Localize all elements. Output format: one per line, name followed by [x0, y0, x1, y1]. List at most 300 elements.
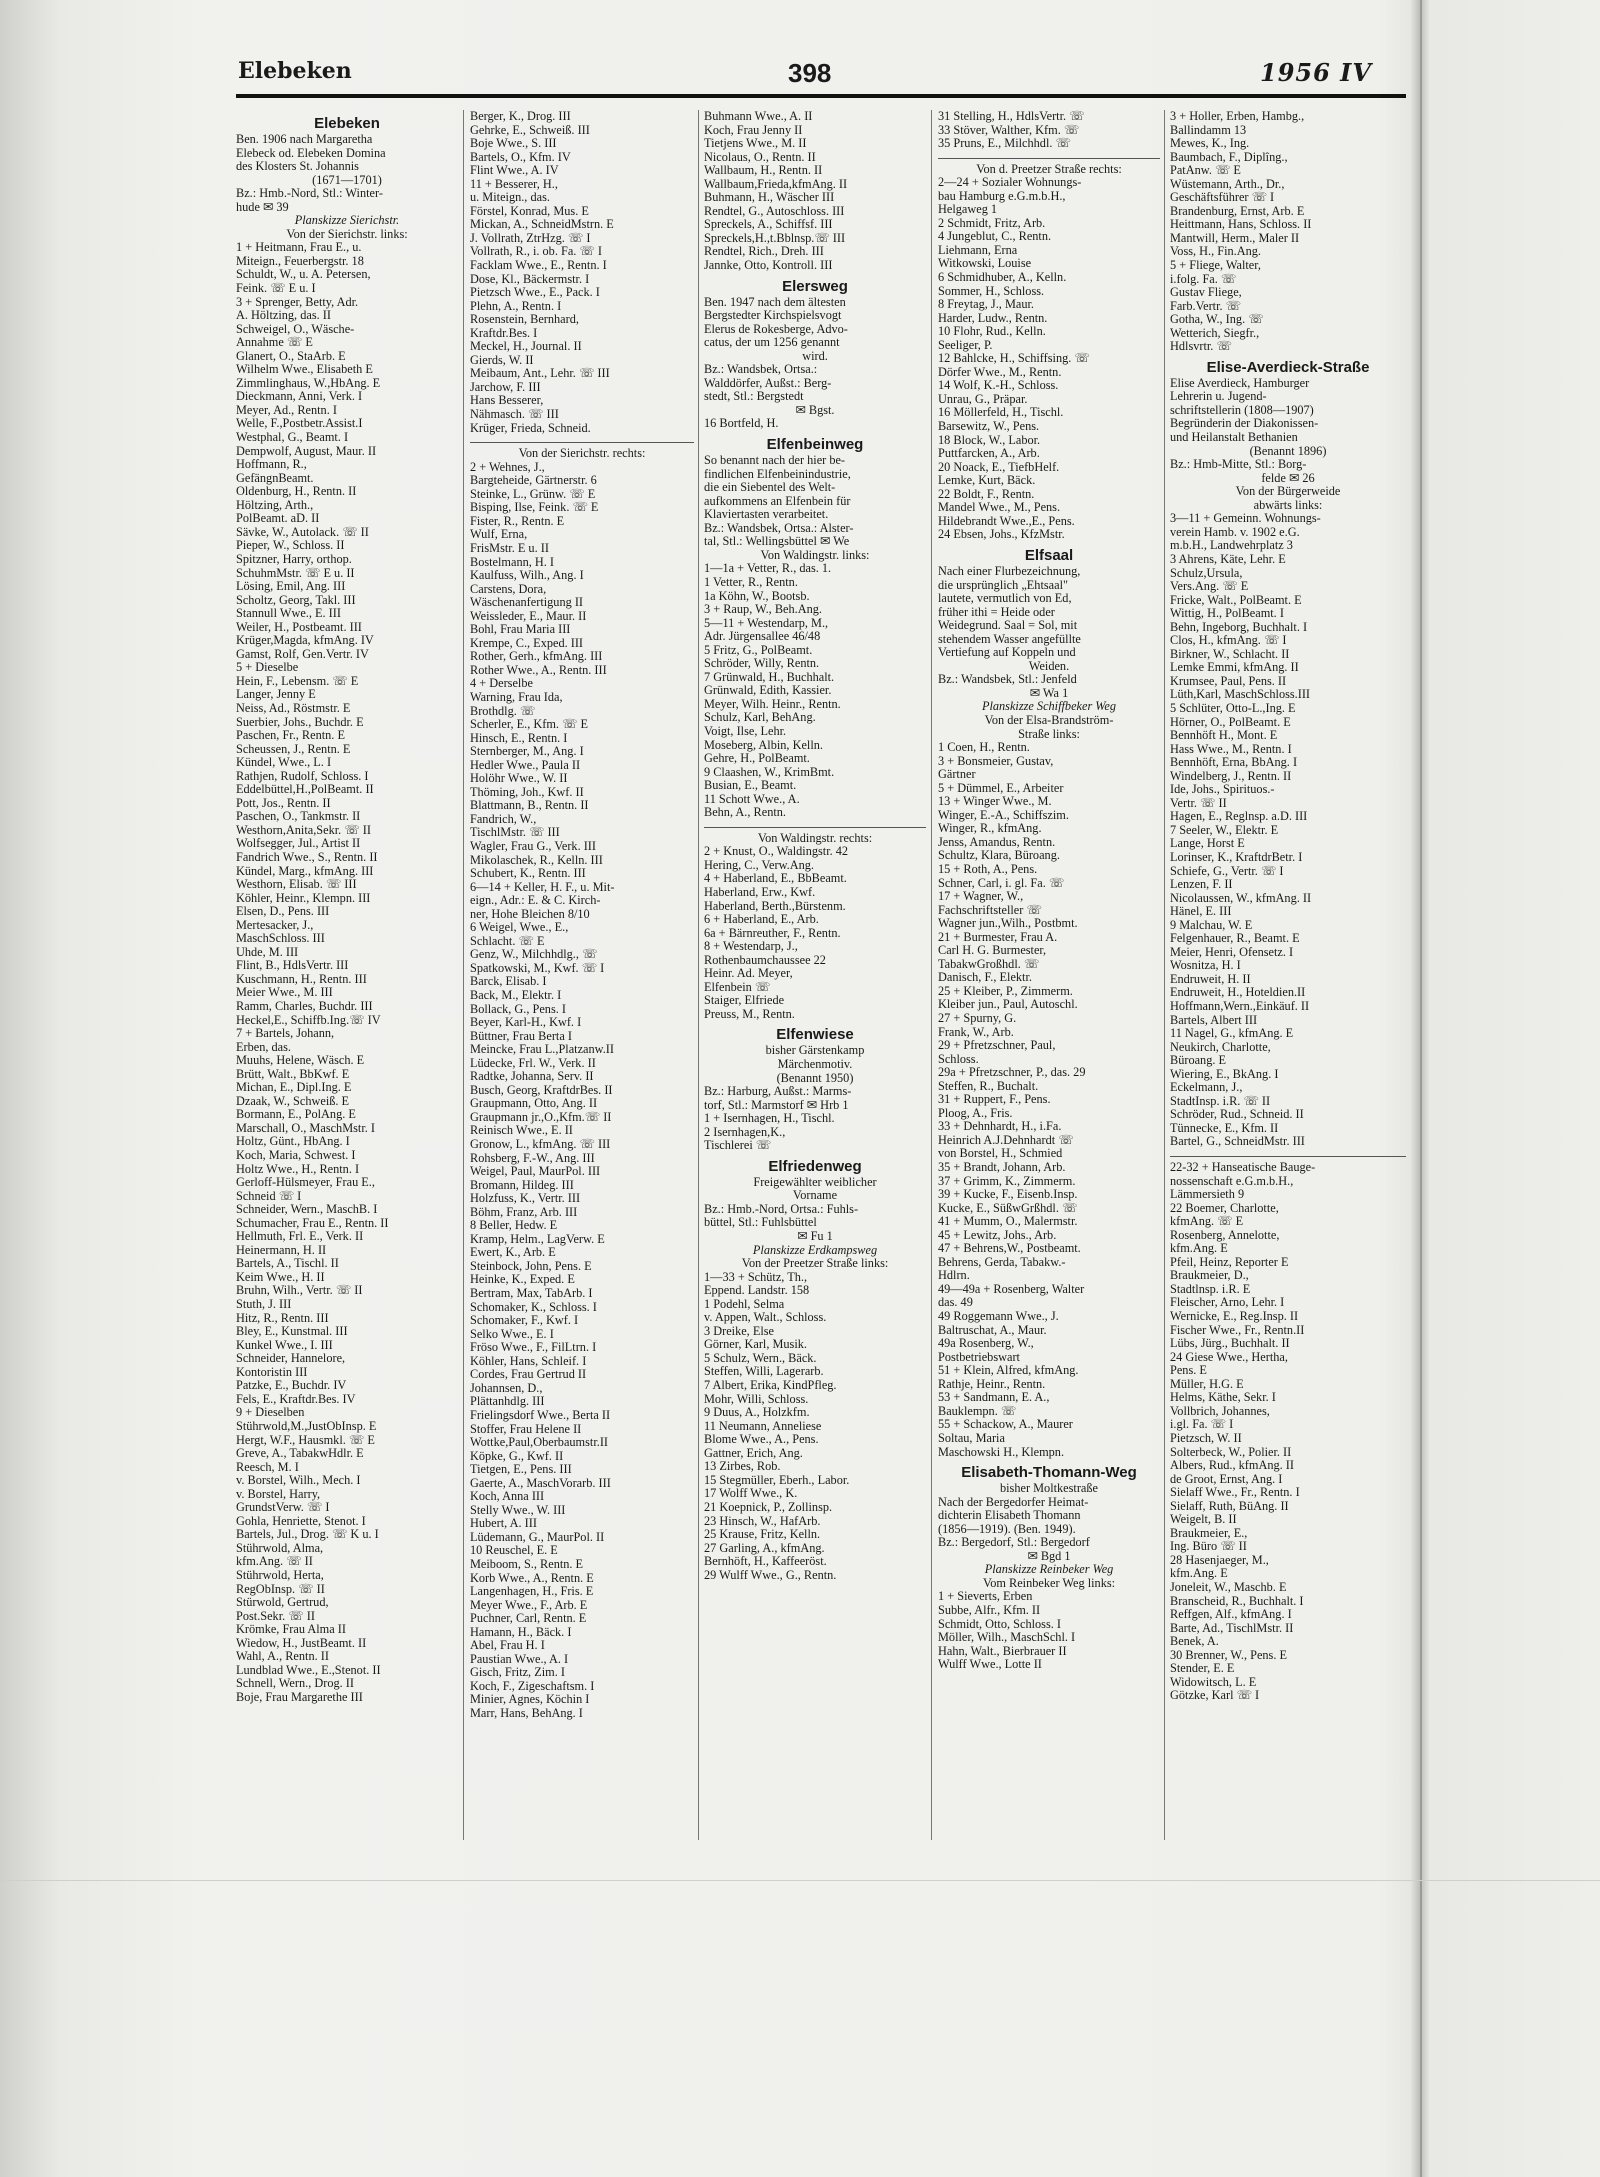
directory-line: Vers.Ang. ☏ E	[1170, 580, 1249, 594]
directory-line: v. Borstel, Wilh., Mech. I	[236, 1474, 361, 1488]
directory-line: Rendtel, G., Autoschloss. III	[704, 204, 845, 218]
directory-line: Nach der Bergedorfer Heimat-	[938, 1495, 1089, 1509]
directory-line: Fandrich Wwe., S., Rentn. II	[236, 850, 378, 864]
directory-line: Korb Wwe., A., Rentn. E	[470, 1571, 594, 1585]
column-2	[470, 110, 694, 1840]
directory-line: Schultz, Klara, Büroang.	[938, 849, 1060, 863]
directory-line: 27 Garling, A., kfmAng.	[704, 1541, 825, 1555]
directory-line: Witkowski, Louise	[938, 257, 1032, 271]
directory-line: Bz.: Harburg, Außst.: Marms-	[704, 1085, 852, 1099]
directory-line: v. Appen, Walt., Schloss.	[704, 1311, 827, 1325]
directory-line: Unrau, G., Präpar.	[938, 392, 1028, 406]
directory-line: Meibaum, Ant., Lehr. ☏ III	[470, 367, 610, 381]
directory-line: StadtInsp. i.R. ☏ II	[1170, 1094, 1271, 1108]
directory-line: Moseberg, Albin, Kelln.	[704, 738, 823, 752]
directory-line: Reesch, M. I	[236, 1460, 299, 1474]
directory-line: Heinr. Ad. Meyer,	[704, 967, 793, 981]
directory-line: Schner, Carl, i. gl. Fa. ☏	[938, 876, 1065, 890]
directory-line: Marr, Hans, BehAng. I	[470, 1706, 583, 1720]
directory-line: Gohla, Henriette, Stenot. I	[236, 1514, 366, 1528]
directory-line: Lehrerin u. Jugend-	[1170, 390, 1267, 404]
directory-line: i.folg. Fa. ☏	[1170, 272, 1237, 286]
directory-line: 2 + Knust, O., Waldingstr. 42	[704, 845, 849, 859]
directory-line: Meincke, Frau L.,Platzanw.II	[470, 1043, 614, 1057]
directory-line: Stuth, J. III	[236, 1298, 292, 1312]
directory-line: bisher Moltkestraße	[999, 1482, 1098, 1496]
directory-line: Ing. Büro ☏ II	[1170, 1540, 1247, 1554]
directory-line: Joneleit, W., Maschb. E	[1170, 1580, 1287, 1594]
directory-line: Bisping, Ilse, Feink. ☏ E	[470, 501, 599, 515]
directory-line: Vertr. ☏ II	[1170, 796, 1227, 810]
directory-line: hude ✉ 39	[236, 200, 289, 214]
directory-line: Vorname	[792, 1189, 838, 1203]
directory-line: Benek, A.	[1170, 1635, 1219, 1649]
directory-line: Helms, Käthe, Sekr. I	[1170, 1391, 1276, 1405]
column-5	[1170, 110, 1406, 1840]
directory-line: Wallbaum, H., Rentn. II	[704, 164, 823, 178]
directory-line: Bromann, Hildeg. III	[470, 1178, 574, 1192]
directory-line: Vollrath, R., i. ob. Fa. ☏ I	[470, 245, 602, 259]
directory-line: kfm.Ang. E	[1170, 1242, 1228, 1256]
directory-line: 45 + Lewitz, Johs., Arb.	[938, 1228, 1057, 1242]
directory-line: 13 Zirbes, Rob.	[704, 1460, 781, 1474]
directory-line: Hdlsvrtr. ☏	[1170, 340, 1232, 354]
directory-line: 1—33 + Schütz, Th.,	[704, 1270, 808, 1284]
directory-line: 20 Noack, E., TiefbHelf.	[938, 460, 1060, 474]
directory-line: Windelberg, J., Rentn. II	[1170, 769, 1292, 783]
directory-line: Graupmann, Otto, Ang. II	[470, 1097, 598, 1111]
directory-line: Eckelmann, J.,	[1170, 1081, 1243, 1095]
directory-line: Hergt, W.F., Hausmkl. ☏ E	[236, 1433, 375, 1447]
directory-line: Dzaak, W., Schweiß. E	[236, 1094, 350, 1108]
directory-line: 3 Ahrens, Käte, Lehr. E	[1170, 552, 1286, 566]
directory-line: Straße links:	[1018, 727, 1080, 741]
directory-line: Hering, C., Verw.Ang.	[704, 858, 814, 872]
directory-line: Hoffmann, R.,	[236, 458, 307, 472]
directory-line: Schomaker, K., Schloss. I	[470, 1300, 597, 1314]
directory-line: Graupmann jr.,O.,Kfm.☏ II	[470, 1110, 612, 1124]
directory-line: Lemke Emmi, kfmAng. II	[1170, 661, 1299, 675]
directory-page	[236, 52, 1416, 1842]
directory-line: Von der Bürgerweide	[1235, 485, 1341, 499]
directory-line: Hildebrandt Wwe.,E., Pens.	[938, 514, 1075, 528]
directory-line: Gattner, Erich, Ang.	[704, 1446, 803, 1460]
directory-line: Endruweit, H., Hoteldien.II	[1170, 986, 1306, 1000]
directory-line: Farb.Vertr. ☏	[1170, 299, 1242, 313]
directory-line: 7 + Bartels, Johann,	[236, 1027, 335, 1041]
directory-line: Heckel,E., Schiffb.Ing.☏ IV	[236, 1013, 381, 1027]
directory-line: Stoffer, Frau Helene II	[470, 1422, 582, 1436]
directory-line: Pfeil, Heinz, Reporter E	[1170, 1255, 1289, 1269]
directory-line: Behn, A., Rentn.	[704, 806, 786, 820]
directory-line: Schuldt, W., u. A. Petersen,	[236, 268, 371, 282]
directory-line: Vom Reinbeker Weg links:	[982, 1576, 1116, 1590]
directory-line: Vertiefung auf Koppeln und	[938, 646, 1076, 660]
book-binding-gutter	[1420, 0, 1422, 2177]
directory-line: Glanert, O., StaArb. E	[236, 349, 346, 363]
directory-line: 25 Krause, Fritz, Kelln.	[704, 1528, 821, 1542]
section-rule	[704, 820, 926, 828]
directory-line: Boje Wwe., S. III	[470, 137, 557, 151]
directory-line: 6 Weigel, Wwe., E.,	[470, 921, 569, 935]
directory-line: 5 Fritz, G., PolBeamt.	[704, 643, 813, 657]
directory-line: Selko Wwe., E. I	[470, 1327, 554, 1341]
directory-line: Meyer, Wilh. Heinr., Rentn.	[704, 697, 841, 711]
directory-line: 27 + Spurny, G.	[938, 1012, 1017, 1025]
directory-line: kfm.Ang. E	[1170, 1567, 1228, 1581]
directory-line: Kramp, Helm., LagVerw. E	[470, 1232, 605, 1246]
directory-line: nossenschaft e.G.m.b.H.,	[1170, 1174, 1294, 1188]
directory-line: Stührwold,M.,JustObInsp. E	[236, 1419, 377, 1433]
directory-line: Gotha, W., Ing. ☏	[1170, 313, 1264, 327]
directory-line: Elerus de Rokesberge, Advo-	[704, 322, 848, 336]
directory-line: das. 49	[938, 1296, 973, 1310]
directory-line: 21 Koepnick, P., Zollinsp.	[704, 1500, 833, 1514]
directory-line: 4 + Derselbe	[470, 677, 533, 691]
directory-line: Nach einer Flurbezeichnung,	[938, 564, 1081, 578]
directory-line: Bley, E., Kunstmal. III	[236, 1325, 348, 1339]
directory-line: 28 Hasenjaeger, M.,	[1170, 1553, 1269, 1567]
directory-line: Genz, W., Milchhdlg., ☏	[470, 948, 598, 962]
directory-line: ner, Hohe Bleichen 8/10	[470, 907, 590, 921]
directory-line: Schneid ☏ I	[236, 1189, 302, 1203]
directory-line: 35 Pruns, E., Milchhdl. ☏	[938, 137, 1071, 151]
directory-line: Steffen, R., Buchalt.	[938, 1079, 1039, 1093]
directory-line: A. Höltzing, das. II	[236, 309, 331, 323]
directory-line: Puchner, Carl, Rentn. E	[470, 1612, 587, 1626]
directory-line: 7 Grünwald, H., Buchhalt.	[704, 670, 835, 684]
directory-line: Beyer, Karl-H., Kwf. I	[470, 1016, 582, 1030]
directory-line: Meyer, Ad., Rentn. I	[236, 403, 337, 417]
directory-line: Krempe, C., Exped. III	[470, 636, 584, 650]
directory-line: Märchenmotiv.	[777, 1058, 853, 1071]
directory-line: Bollack, G., Pens. I	[470, 1002, 566, 1016]
directory-line: Albers, Rud., kfmAng. II	[1170, 1459, 1294, 1473]
directory-line: Plättanhdlg. III	[470, 1395, 545, 1409]
directory-line: Fels, E., Kraftdr.Bes. IV	[236, 1392, 356, 1406]
directory-line: 17 Wolff Wwe., K.	[704, 1487, 798, 1501]
directory-line: Tietgen, E., Pens. III	[470, 1463, 572, 1477]
directory-line: 2 + Wehnes, J.,	[470, 460, 545, 474]
directory-line: Warning, Frau Ida,	[470, 690, 563, 704]
directory-line: Thöming, Joh., Kwf. II	[470, 785, 584, 799]
directory-line: Rohsberg, F.-W., Ang. III	[470, 1151, 595, 1165]
directory-line: Frielingsdorf Wwe., Berta II	[470, 1408, 611, 1422]
directory-line: des Klosters St. Johannis	[236, 160, 359, 174]
directory-line: torf, Stl.: Marmstorf ✉ Hrb 1	[704, 1098, 849, 1112]
directory-line: Facklam Wwe., E., Rentn. I	[470, 259, 607, 273]
directory-line: Stürwold, Gertrud,	[236, 1596, 329, 1610]
directory-line: (1671—1701)	[312, 173, 382, 187]
directory-line: Holtz Wwe., H., Rentn. I	[236, 1162, 360, 1176]
directory-line: Jarchow, F. III	[470, 380, 541, 394]
directory-line: Preuss, M., Rentn.	[704, 1007, 795, 1021]
column-divider	[931, 110, 932, 1840]
directory-line: Buhmann, H., Wäscher III	[704, 191, 835, 205]
directory-line: Scholtz, Georg, Takl. III	[236, 593, 356, 607]
directory-line: Bz.: Wandsbek, Ortsa.: Alster-	[704, 521, 854, 535]
directory-line: 23 Hinsch, W., HafArb.	[704, 1514, 821, 1528]
directory-line: Krüger, Frieda, Schneid.	[470, 421, 591, 435]
directory-line: 15 Stegmüller, Eberh., Labor.	[704, 1473, 850, 1487]
directory-line: schriftstellerin (1808—1907)	[1170, 403, 1314, 417]
directory-line: (Benannt 1950)	[776, 1071, 854, 1085]
street-heading: Elebeken	[314, 115, 380, 132]
directory-line: Rathje, Heinr., Rentn.	[938, 1377, 1046, 1391]
directory-line: Rendtel, Rich., Dreh. III	[704, 245, 824, 259]
directory-line: Gerloff-Hülsmeyer, Frau E.,	[236, 1176, 375, 1190]
directory-line: Subbe, Alfr., Kfm. II	[938, 1603, 1041, 1617]
directory-line: Seeliger, P.	[938, 338, 993, 352]
directory-line: Johannsen, D.,	[470, 1381, 543, 1395]
directory-line: Flint Wwe., A. IV	[470, 164, 559, 178]
directory-line: Eddelbüttel,H.,PolBeamt. II	[236, 783, 374, 797]
directory-line: 11 + Besserer, H.,	[470, 177, 558, 191]
directory-line: Rosenberg, Annelotte,	[1170, 1228, 1280, 1242]
directory-line: Koch, Maria, Schwest. I	[236, 1149, 356, 1163]
directory-line: 6—14 + Keller, H. F., u. Mit-	[470, 880, 615, 894]
directory-line: Soltau, Maria	[938, 1431, 1005, 1445]
directory-line: 33 Stöver, Walther, Kfm. ☏	[938, 123, 1080, 137]
directory-line: 9 + Dieselben	[236, 1406, 305, 1420]
directory-line: Minier, Agnes, Köchin I	[470, 1693, 590, 1707]
directory-line: 14 Wolf, K.-H., Schloss.	[938, 379, 1059, 393]
directory-line: Weiden.	[1028, 659, 1070, 673]
directory-line: Hass Wwe., M., Rentn. I	[1170, 742, 1292, 756]
directory-line: Plehn, A., Rentn. I	[470, 299, 562, 313]
directory-line: Grünwald, Edith, Kassier.	[704, 684, 832, 698]
directory-line: Gisch, Fritz, Zim. I	[470, 1666, 565, 1680]
directory-line: Bartels, Jul., Drog. ☏ K u. I	[236, 1528, 379, 1542]
directory-line: Adr. Jürgensallee 46/48	[704, 630, 821, 644]
directory-line: 8 Freytag, J., Maur.	[938, 298, 1034, 312]
directory-line: J. Vollrath, ZtrHzg. ☏ I	[470, 231, 591, 245]
directory-line: Stührwold, Herta,	[236, 1568, 324, 1582]
directory-line: Braukmeier, D.,	[1170, 1269, 1249, 1283]
directory-line: Wulf, Erna,	[470, 528, 528, 542]
directory-line: 8 Beller, Hedw. E	[470, 1219, 558, 1233]
directory-line: 1 Podehl, Selma	[704, 1297, 785, 1311]
directory-line: Langer, Jenny E	[236, 688, 316, 702]
directory-line: Bz.: Hmb.-Nord, Ortsa.: Fuhls-	[704, 1202, 859, 1216]
directory-line: Wahl, A., Rentn. II	[236, 1650, 329, 1664]
directory-line: 5—11 + Westendarp, M.,	[704, 616, 829, 630]
directory-line: Mewes, K., Ing.	[1170, 137, 1250, 151]
directory-line: Schubert, K., Rentn. III	[470, 867, 586, 881]
directory-line: Haberland, Berth.,Bürstenm.	[704, 899, 846, 913]
directory-line: 10 Flohr, Rud., Kelln.	[938, 325, 1046, 339]
directory-line: Elfenbein ☏	[704, 980, 771, 994]
directory-line: 39 + Kucke, F., Eisenb.Insp.	[938, 1188, 1078, 1202]
directory-line: Lundblad Wwe., E.,Stenot. II	[236, 1663, 381, 1677]
directory-line: Gärtner	[938, 768, 976, 782]
directory-line: 1 + Sieverts, Erben	[938, 1590, 1033, 1604]
directory-line: 5 + Fliege, Walter,	[1170, 259, 1261, 273]
directory-line: TischlMstr. ☏ III	[470, 826, 560, 840]
directory-line: Nicolaus, O., Rentn. II	[704, 150, 816, 164]
directory-line: Lübs, Jürg., Buchhalt. II	[1170, 1337, 1290, 1351]
directory-line: catus, der um 1256 genannt	[704, 336, 840, 350]
directory-line: Koch, F., Zigeschaftsm. I	[470, 1679, 595, 1693]
directory-line: Höltzing, Arth.,	[236, 498, 314, 512]
directory-line: 5 Schulz, Wern., Bäck.	[704, 1351, 817, 1365]
directory-line: Fachschriftsteller ☏	[938, 903, 1042, 917]
directory-line: Mikolaschek, R., Kelln. III	[470, 853, 603, 867]
directory-line: Hdlrn.	[938, 1269, 970, 1283]
directory-line: Spitzner, Harry, orthop.	[236, 552, 352, 566]
directory-line: Welle, F.,Postbetr.Assist.I	[236, 417, 363, 431]
directory-line: Erben, das.	[236, 1040, 291, 1054]
directory-line: 1 Coen, H., Rentn.	[938, 741, 1030, 755]
directory-line: Von Waldingstr. links:	[760, 548, 870, 562]
directory-line: 49—49a + Rosenberg, Walter	[938, 1282, 1085, 1296]
directory-line: Krüger,Magda, kfmAng. IV	[236, 634, 374, 648]
directory-line: 6 + Haberland, E., Arb.	[704, 913, 819, 927]
directory-line: Patzke, E., Buchdr. IV	[236, 1379, 347, 1393]
head-left-keyword: Elebeken	[238, 58, 352, 84]
directory-line: RegObInsp. ☏ II	[236, 1582, 325, 1596]
directory-line: Brütt, Walt., BbKwf. E	[236, 1067, 350, 1081]
directory-line: Von Waldingstr. rechts:	[757, 831, 873, 845]
directory-line: 47 + Behrens,W., Postbeamt.	[938, 1242, 1081, 1256]
directory-line: Rother Wwe., A., Rentn. III	[470, 663, 607, 677]
directory-line: Ballindamm 13	[1170, 123, 1247, 137]
directory-line: kfmAng. ☏ E	[1170, 1215, 1244, 1229]
directory-line: Schröder, Willy, Rentn.	[704, 657, 820, 671]
directory-line: wird.	[802, 349, 828, 363]
directory-line: Fleischer, Arno, Lehr. I	[1170, 1296, 1285, 1310]
street-heading: Elfenwiese	[776, 1026, 854, 1044]
directory-line: Schulz, Karl, BehAng.	[704, 711, 816, 725]
directory-line: 37 + Grimm, K., Zimmerm.	[938, 1174, 1076, 1188]
directory-line: Wagler, Frau G., Verk. III	[470, 839, 597, 853]
directory-line: Gustav Fliege,	[1170, 286, 1242, 300]
directory-line: Wäschenanfertigung II	[470, 596, 584, 610]
directory-line: 12 Bahlcke, H., Schiffsing. ☏	[938, 352, 1090, 366]
directory-line: Götzke, Karl ☏ I	[1170, 1689, 1260, 1703]
directory-line: Langenhagen, H., Fris. E	[470, 1585, 594, 1599]
directory-line: Stadtlnsp. i.R. E	[1170, 1282, 1251, 1296]
directory-line: GrundstVerw. ☏ I	[236, 1501, 330, 1515]
directory-line: Pietzsch, W. II	[1170, 1431, 1242, 1445]
directory-line: Begründerin der Diakonissen-	[1170, 417, 1319, 431]
head-right-year-volume: 1956 IV	[1260, 58, 1372, 87]
directory-line: Gierds, W. II	[470, 353, 534, 367]
directory-line: Stannull Wwe., E. III	[236, 607, 341, 621]
directory-line: Jannke, Otto, Kontroll. III	[704, 259, 833, 273]
directory-line: Clos, H., kfmAng. ☏ I	[1170, 634, 1287, 648]
directory-line: Böhm, Franz, Arb. III	[470, 1205, 578, 1219]
directory-line: Ploog, A., Fris.	[938, 1106, 1013, 1120]
directory-line: Hellmuth, Frl. E., Verk. II	[236, 1230, 364, 1244]
directory-line: Winger, E.-A., Schiffszim.	[938, 808, 1069, 822]
directory-line: Hoffmann,Wern.,Einkäuf. II	[1170, 1000, 1310, 1013]
directory-line: Carstens, Dora,	[470, 582, 547, 596]
directory-line: Bartels, A., Tischl. II	[236, 1257, 339, 1271]
directory-line: Heinermann, H. II	[236, 1243, 327, 1257]
directory-line: Kündel, Marg., kfmAng. III	[236, 864, 374, 878]
directory-line: Bruhn, Wilh., Vertr. ☏ II	[236, 1284, 363, 1298]
directory-line: Wetterich, Siegfr.,	[1170, 326, 1260, 340]
directory-line: 15 + Roth, A., Pens.	[938, 862, 1038, 876]
directory-line: Bartel, G., SchneidMstr. III	[1170, 1135, 1305, 1149]
directory-line: Gaerte, A., MaschVorarb. III	[470, 1476, 611, 1490]
directory-line: Solterbeck, W., Polier. II	[1170, 1445, 1292, 1459]
directory-line: Wolfsegger, Jul., Artist II	[236, 837, 361, 851]
directory-line: eign., Adr.: E. & C. Kirch-	[470, 894, 601, 908]
directory-line: 3 + Holler, Erben, Hambg.,	[1170, 110, 1305, 123]
directory-line: Köpke, G., Kwf. II	[470, 1449, 564, 1463]
directory-line: 8 + Westendarp, J.,	[704, 940, 798, 954]
directory-line: Stender, E. E	[1170, 1662, 1235, 1676]
directory-line: Lemke, Kurt, Bäck.	[938, 474, 1036, 488]
directory-line: 18 Block, W., Labor.	[938, 433, 1041, 447]
directory-line: 29a + Pfretzschner, P., das. 29	[938, 1066, 1086, 1080]
directory-line: Holzfuss, K., Vertr. III	[470, 1192, 581, 1206]
directory-line: Steffen, Willi, Lagerarb.	[704, 1365, 824, 1379]
directory-line: 6a + Bärnreuther, F., Rentn.	[704, 926, 841, 940]
directory-line: Fricke, Walt., PolBeamt. E	[1170, 593, 1302, 607]
directory-line: Scheussen, J., Rentn. E	[236, 742, 351, 756]
directory-line: aufkommens an Elfenbein für	[704, 494, 851, 508]
directory-line: MaschSchloss. III	[236, 932, 325, 946]
directory-line: Koch, Anna III	[470, 1490, 545, 1504]
directory-line: m.b.H., Landwehrplatz 3	[1170, 539, 1293, 553]
street-heading: Elisabeth-Thomann-Weg	[961, 1464, 1137, 1482]
directory-line: Von der Sierichstr. links:	[286, 227, 408, 241]
directory-line: Baumbach, F., Diplîng.,	[1170, 150, 1288, 164]
directory-line: Rother, Gerh., kfmAng. III	[470, 650, 603, 664]
directory-line: Scherler, E., Kfm. ☏ E	[470, 718, 589, 732]
directory-line: felde ✉ 26	[1261, 471, 1315, 485]
directory-line: Winger, R., kfmAng.	[938, 822, 1042, 836]
directory-line: 41 + Mumm, O., Malermstr.	[938, 1215, 1078, 1229]
directory-line: 11 Nagel, G., kfmAng. E	[1170, 1027, 1294, 1041]
directory-line: Spreckels, A., Schiffsf. III	[704, 218, 833, 232]
directory-line: Fandrich, W.,	[470, 812, 537, 826]
directory-line: Frank, W., Arb.	[938, 1025, 1014, 1039]
directory-line: Tünnecke, E., Kfm. II	[1170, 1121, 1279, 1135]
directory-line: Dose, Kl., Bäckermstr. I	[470, 272, 590, 286]
directory-line: Meier, Henri, Ofensetz. I	[1170, 945, 1294, 959]
directory-line: Spreckels,H.,t.Bblnsp.☏ III	[704, 231, 846, 245]
directory-line: Westhorn, Elisab. ☏ III	[236, 878, 357, 892]
directory-line: Radtke, Johanna, Serv. II	[470, 1070, 594, 1084]
directory-line: Barck, Elisab. I	[470, 975, 547, 989]
directory-line: Paustian Wwe., A. I	[470, 1652, 569, 1666]
directory-line: ✉ Fu 1	[797, 1230, 833, 1244]
directory-line: Von der Elsa-Brandström-	[984, 713, 1114, 727]
directory-line: Blattmann, B., Rentn. II	[470, 799, 589, 813]
directory-line: 2 Schmidt, Fritz, Arb.	[938, 216, 1046, 230]
directory-line: die ursprünglich „Ehtsaal"	[938, 578, 1068, 592]
directory-line: Harder, Ludw., Rentn.	[938, 311, 1048, 325]
directory-line: Paschen, O., Tankmstr. II	[236, 810, 361, 824]
directory-line: tal, Stl.: Wellingsbüttel ✉ We	[704, 535, 850, 549]
directory-line: Meyer Wwe., F., Arb. E	[470, 1598, 588, 1612]
street-heading: Elfriedenweg	[768, 1157, 862, 1175]
running-head	[236, 52, 1416, 96]
directory-line: Lenzen, F. II	[1170, 878, 1233, 892]
directory-line: Kaulfuss, Wilh., Ang. I	[470, 569, 584, 583]
directory-line: Elsen, D., Pens. III	[236, 905, 330, 919]
directory-line: früher ithi = Heide oder	[938, 605, 1055, 619]
directory-line: Paschen, Fr., Rentn. E	[236, 729, 345, 743]
directory-line: Heittmann, Hans, Schloss. II	[1170, 218, 1312, 232]
directory-line: Brothdlg. ☏	[470, 704, 536, 718]
directory-line: Boje, Frau Margarethe III	[236, 1690, 363, 1704]
directory-line: Lüth,Karl, MaschSchloss.III	[1170, 688, 1311, 702]
